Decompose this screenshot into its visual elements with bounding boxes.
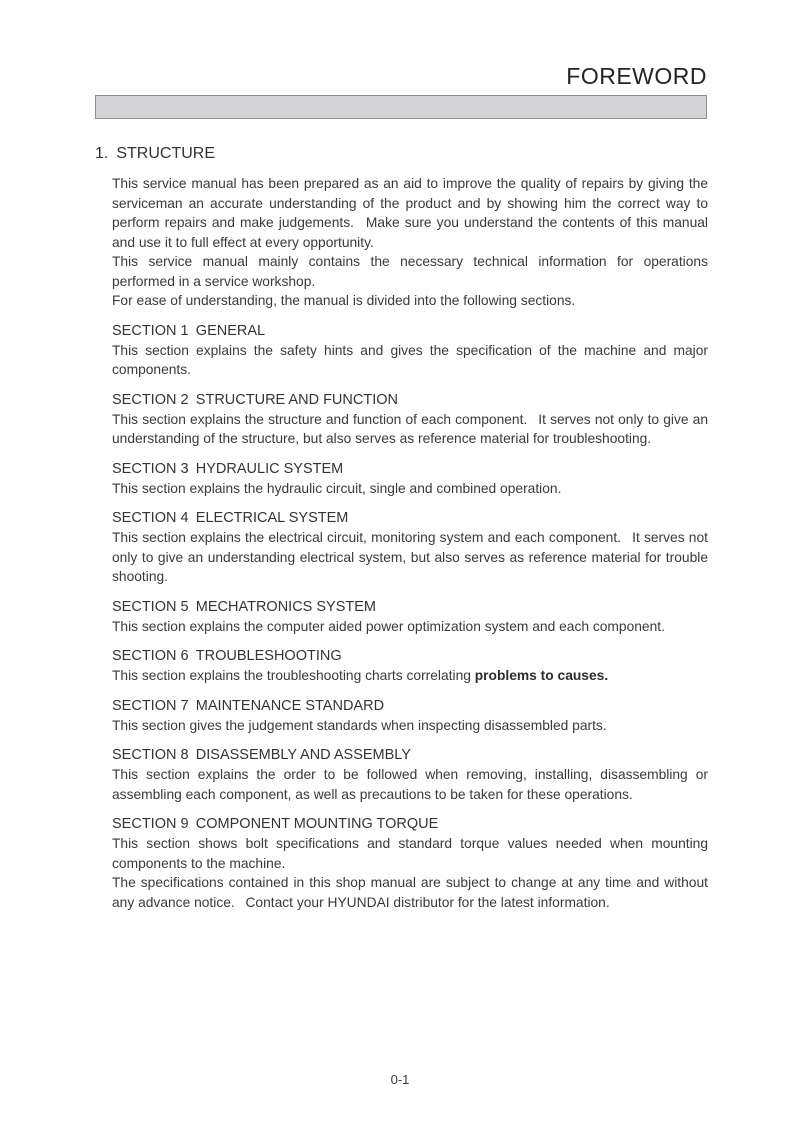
section-3-hydraulic-system xyxy=(112,459,708,499)
intro-paragraph-2: This service manual mainly contains the necessary technical information for operations performed in a service workshop. xyxy=(112,254,708,289)
section-body xyxy=(112,666,708,686)
section-body: This section explains the computer aided power optimization system and each component. xyxy=(112,618,665,634)
page-number: 0-1 xyxy=(390,1072,410,1087)
section-title: SECTION 1 GENERAL xyxy=(112,322,266,339)
section-title: SECTION 3 HYDRAULIC SYSTEM xyxy=(112,460,344,477)
section-body: This section explains the safety hints and gives the specification of the machine and major components. xyxy=(112,342,708,377)
page-title: FOREWORD xyxy=(566,63,707,89)
section-7-maintenance-standard xyxy=(112,696,708,736)
section-body: This section shows bolt specifications and standard torque values needed when mounting components to the machine. xyxy=(112,836,708,871)
section-8-disassembly-and-assembly xyxy=(112,745,708,804)
section-title: SECTION 2 STRUCTURE AND FUNCTION xyxy=(112,391,398,408)
section-body-text: This section explains the troubleshooting charts correlating xyxy=(112,668,475,683)
section-body: This section explains the structure and function of each component. It serves not only to give an understanding of the structure, but also serves as reference material for troubleshooting. xyxy=(112,411,708,446)
section-4-electrical-system xyxy=(112,508,708,587)
section-title: SECTION 6 TROUBLESHOOTING xyxy=(112,648,342,664)
page-content xyxy=(95,145,707,912)
structure-heading: 1. STRUCTURE xyxy=(95,145,216,162)
section-title: SECTION 7 MAINTENANCE STANDARD xyxy=(112,697,385,714)
header-divider-bar xyxy=(95,95,707,119)
section-body: This section gives the judgement standards when inspecting disassembled parts. xyxy=(112,717,607,733)
intro-paragraph-1: This service manual has been prepared as an aid to improve the quality of repairs by giving the serviceman an accurate understanding of the product and by showing him the correct way to perform repairs and make judgements. Make sure you understand the contents of this manual and use it to full effect at every opportunity. xyxy=(112,176,708,250)
section-title: SECTION 9 COMPONENT MOUNTING TORQUE xyxy=(112,816,439,832)
section-1-general xyxy=(112,321,708,380)
section-title: SECTION 4 ELECTRICAL SYSTEM xyxy=(112,510,349,526)
section-body: This section explains the electrical circuit, monitoring system and each component. It serves not only to give an understanding electrical system, but also serves as reference material for trouble shooting. xyxy=(112,530,708,584)
closing-paragraph: The specifications contained in this shop manual are subject to change at any time and without any advance notice. Contact your HYUNDAI distributor for the latest information. xyxy=(112,875,708,910)
section-title: SECTION 8 DISASSEMBLY AND ASSEMBLY xyxy=(112,747,411,763)
intro-paragraphs xyxy=(112,174,708,311)
section-title: SECTION 5 MECHATRONICS SYSTEM xyxy=(112,598,376,615)
section-9-component-mounting-torque xyxy=(112,814,708,873)
body-column xyxy=(112,174,708,912)
section-body-emphasis: problems to causes. xyxy=(474,668,609,683)
section-5-mechatronics-system xyxy=(112,597,708,637)
section-body: This section explains the order to be followed when removing, installing, disassembling or assembling each component, as well as precautions to be taken for these operations. xyxy=(112,767,708,802)
section-6-troubleshooting xyxy=(112,646,708,686)
section-body: This section explains the hydraulic circuit, single and combined operation. xyxy=(112,480,562,496)
section-2-structure-and-function xyxy=(112,390,708,449)
intro-paragraph-3: For ease of understanding, the manual is divided into the following sections. xyxy=(112,293,576,308)
